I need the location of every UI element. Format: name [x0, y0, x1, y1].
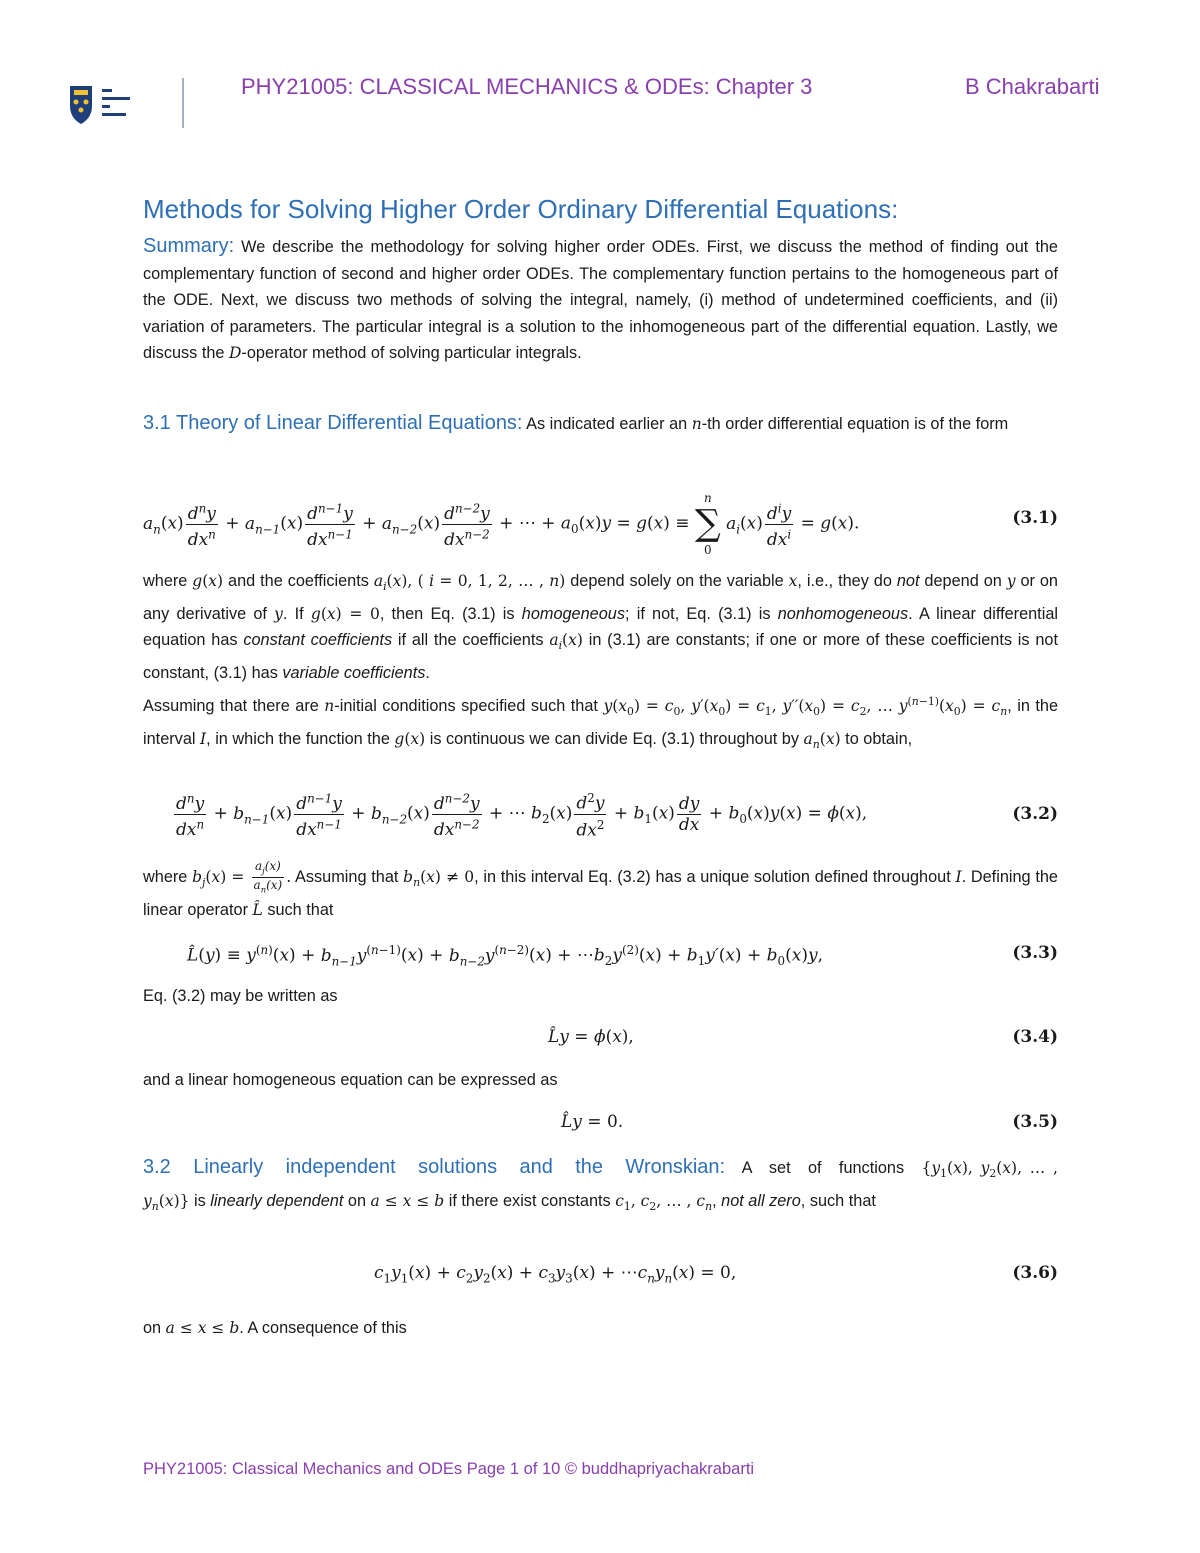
header-title: PHY21005: CLASSICAL MECHANICS & ODEs: Chapter 3	[241, 74, 813, 99]
equation-3-5: L̂y = 0. (3.5)	[561, 1112, 1058, 1132]
section-3-1-paragraph-3: Assuming that there are n-initial conditions specified such that $y(x_0) = c_0$, $y'(x_0) = c_1$, $y''(x_0) = c_2$, … $y^{(n-1)}(x_0) = c_n$, in the interval I, in which the function the g(x) is continuous we can divide Eq. (3.1) throughout by $a_n(x)$ to obtain,	[143, 695, 1059, 751]
section-3-1-paragraph-2: where g(x) and the coefficients $a_i(x)$, ( i = 0, 1, 2, … , n) depend solely on the variable x, i.e., they do not depend on y or on any derivative of y. If g(x) = 0, then Eq. (3.1) is homogeneous; if not, Eq. (3.1) is nonhomogeneous. A linear differential equation has constant coefficients if all the coefficients $a_i(x)$ in (3.1) are constants; if one or more of these coefficients is not constant, (3.1) has variable coefficients.	[143, 572, 1058, 682]
section-3-2-intro: 3.2 Linearly independent solutions and the Wronskian: A set of functions {$y_1(x)$, $y_2(x)$, … , $y_n(x)$} is linearly dependent on a ≤ x ≤ b if there exist constants $c_1$, $c_2$, … , $c_n$, not all zero, such that	[143, 1156, 1058, 1213]
equation-3-3: L̂(y) ≡ $y^{(n)}(x) + b_{n-1}y^{(n-1)}(x) + b_{n-2}y^{(n-2)}(x)$ + $\cdots b_2y^{(2)}(x) + b_1y'(x) + b_0(x)y$, (3.3)	[187, 943, 1058, 969]
equation-3-4: L̂y = ϕ(x), (3.4)	[548, 1027, 1058, 1047]
equation-number: (3.6)	[1012, 1263, 1058, 1283]
university-crest-icon	[62, 78, 180, 128]
summary-text-1: We describe the methodology for solving higher order ODEs. First, we discuss the method of finding out the complementary function of second and higher order ODEs. The complementary function pertains to the homogeneous part of the ODE. Next, we discuss two methods of solving the integral, namely, (i) method of undetermined coefficients, and (ii) variation of parameters. The particular integral is a solution to the inhomogeneous part of the differential equation. Lastly, we discuss the	[143, 238, 1058, 362]
equation-number: (3.3)	[1012, 943, 1058, 963]
equation-number: (3.5)	[1012, 1112, 1058, 1132]
equation-number: (3.4)	[1012, 1027, 1058, 1047]
page-footer: PHY21005: Classical Mechanics and ODEs Page 1 of 10 © buddhapriyachakrabarti	[143, 1460, 755, 1478]
university-logo	[62, 78, 184, 128]
section-3-2-closing: on a ≤ x ≤ b. A consequence of this	[143, 1319, 407, 1337]
section-3-1-intro: 3.1 Theory of Linear Differential Equations: As indicated earlier an n-th order differential equation is of the form	[143, 412, 1009, 434]
equation-3-2: $\frac{d^ny}{dx^n}$ + $b_{n-1}(x)$ $\frac{d^{n-1}y}{dx^{n-1}}$ + $b_{n-2}(x)$ $\frac{d^{n-2}y}{dx^{n-2}}$ + ⋯ $b_2(x)$ $\frac{d^2y}{dx^2}$ + $b_1(x)$ $\frac{dy}{dx}$ + $b_0(x)y(x) = \phi(x)$, (3.2)	[172, 786, 1058, 846]
equation-number: (3.1)	[1012, 508, 1058, 528]
d-operator-symbol: D	[228, 344, 242, 362]
equation-3-6: $c_1y_1(x) + c_2y_2(x) + c_3y_3(x)$ + $\cdots c_ny_n(x) = 0$, (3.6)	[374, 1263, 1058, 1286]
section-3-1-paragraph-4: where $b_j(x)$ = $\frac{a_j(x)}{a_n(x)}$ . Assuming that $b_n(x) \ne 0$, in this interval Eq. (3.2) has a unique solution defined throughout I. Defining the linear operator L̂ such that	[143, 859, 1058, 919]
section-3-1-paragraph-6: and a linear homogeneous equation can be expressed as	[143, 1071, 558, 1089]
summary-paragraph	[143, 233, 1058, 367]
section-3-1-paragraph-5: Eq. (3.2) may be written as	[143, 987, 338, 1005]
summary-text-2: -operator method of solving particular integrals.	[241, 344, 582, 362]
header-author: B Chakrabarti	[965, 74, 1100, 99]
summary-label: Summary:	[143, 235, 235, 257]
section-3-2-title: 3.2 Linearly independent solutions and the Wronskian:	[143, 1156, 726, 1178]
page-title: Methods for Solving Higher Order Ordinary Differential Equations:	[143, 194, 899, 224]
equation-3-1: $a_n(x)$ $\frac{d^ny}{dx^n}$ + $a_{n-1}(x)$ $\frac{d^{n-1}y}{dx^{n-1}}$ + $a_{n-2}(x)$ $\frac{d^{n-2}y}{dx^{n-2}}$ + ⋯ + $a_0(x)y = g(x)$ ≡ n ∑ 0 $a_i(x)$ $\frac{d^iy}{dx^i}$ = g(x). (3.1)	[143, 491, 1058, 557]
section-3-1-title: 3.1 Theory of Linear Differential Equations:	[143, 412, 523, 434]
equation-number: (3.2)	[1012, 804, 1058, 824]
